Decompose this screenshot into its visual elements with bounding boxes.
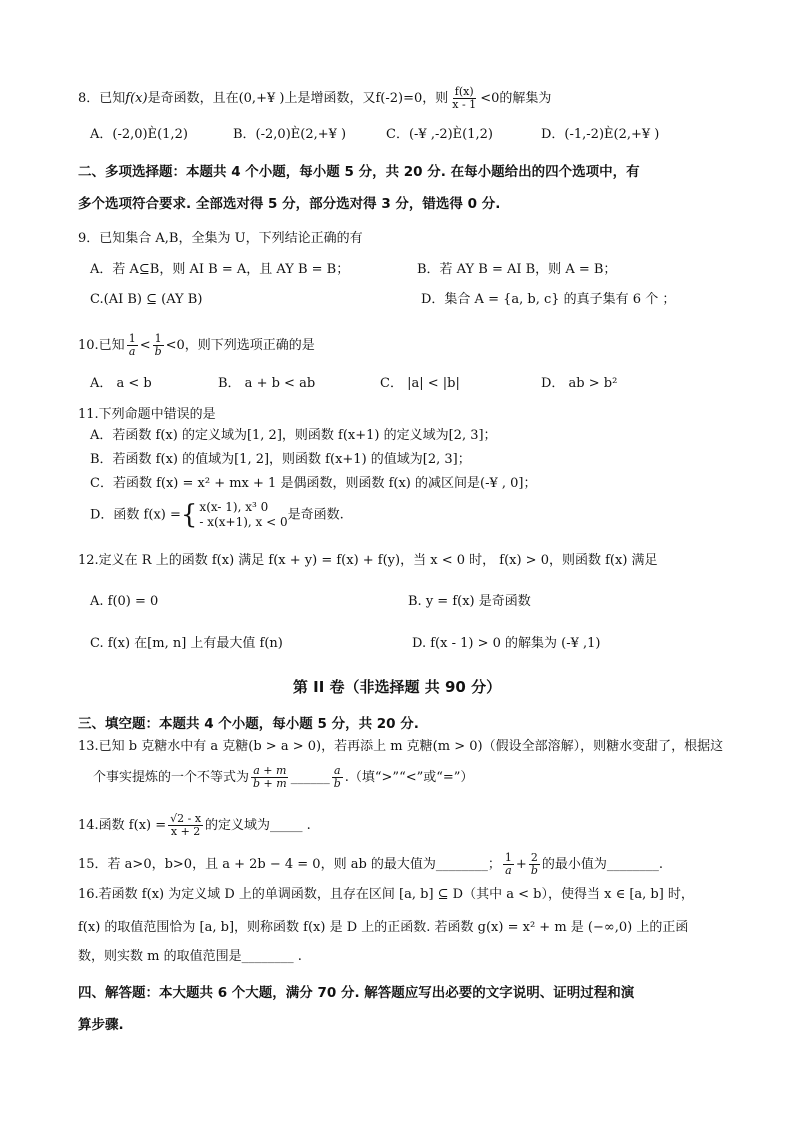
- q13-frac2-num: a: [333, 764, 341, 777]
- q13-text: .（填“>”“<”或“=”）: [344, 770, 474, 785]
- q11-d-text: 是奇函数.: [287, 507, 344, 523]
- section-3-heading: 三、填空题：本题共 4 个小题，每小题 5 分，共 20 分.: [78, 716, 419, 732]
- section-4-heading: 四、解答题：本大题共 6 个大题，满分 70 分. 解答题应写出必要的文字说明、证明过程和演: [78, 985, 635, 1001]
- q9-option-c: C.(AI B) ⊆ (AY B): [90, 292, 203, 307]
- q15-text: 的最小值为________.: [541, 857, 663, 872]
- q10-fraction-1: [127, 333, 138, 358]
- q10-frac1-num: 1: [128, 332, 136, 345]
- q11-option-c: C．若函数 f(x) = x² + mx + 1 是偶函数，则函数 f(x) 的减区间是(-¥ , 0]；: [90, 476, 537, 491]
- q11-piece-bottom: - x(x+1), x < 0: [199, 515, 288, 529]
- q15-frac1-den: a: [505, 864, 512, 877]
- question-15: [78, 852, 663, 877]
- question-16-line-1: 16.若函数 f(x) 为定义域 D 上的单调函数，且存在区间 [a, b] ⊆ D（其中 a < b），使得当 x ∈ [a, b] 时，: [78, 887, 694, 902]
- part-2-title: 第 II 卷（非选择题 共 90 分）: [292, 678, 502, 696]
- q14-text: 的定义域为_____ .: [205, 818, 311, 833]
- q15-text: +: [515, 857, 527, 872]
- q8-text: 上是增函数，又: [284, 91, 376, 106]
- q15-text: 15．若 a>0，b>0，且 a + 2b − 4 = 0，则 ab 的最大值为________；: [78, 857, 501, 872]
- q10-frac2-den: b: [154, 345, 162, 358]
- q8-frac-num: f(x): [454, 85, 474, 98]
- q10-option-d: D． ab > b²: [541, 376, 618, 391]
- q8-fx: f(x): [125, 91, 148, 106]
- q13-frac1-den: b + m: [253, 777, 287, 790]
- q14-text: 14.函数 f(x) =: [78, 818, 167, 833]
- q10-frac1-den: a: [128, 345, 136, 358]
- q13-frac1-num: a + m: [253, 764, 287, 777]
- question-8-stem: [78, 86, 551, 111]
- question-12-stem: 12.定义在 R 上的函数 f(x) 满足 f(x + y) = f(x) + f(y)，当 x < 0 时， f(x) > 0，则函数 f(x) 满足: [78, 553, 658, 568]
- question-10-stem: [78, 333, 315, 358]
- q10-fraction-2: [153, 333, 164, 358]
- q14-frac-den: x + 2: [170, 825, 201, 838]
- q8-option-d: D．(-1,-2)È(2,+¥ ): [541, 127, 660, 142]
- q10-frac2-num: 1: [154, 332, 162, 345]
- q13-text: 个事实提炼的一个不等式为: [93, 770, 250, 785]
- q12-option-d: D. f(x - 1) > 0 的解集为 (-¥ ,1): [412, 636, 601, 651]
- q11-option-d: [90, 500, 344, 531]
- q8-option-a: A．(-2,0)È(1,2): [90, 127, 188, 142]
- q9-option-a: A．若 A⊆B，则 AI B = A，且 AY B = B；: [90, 262, 350, 277]
- q10-text: <: [139, 338, 151, 353]
- q15-frac2-num: 2: [530, 851, 538, 864]
- q9-option-d: D．集合 A = {a, b, c} 的真子集有 6 个 ；: [421, 292, 676, 307]
- section-2-heading-cont: 多个选项符合要求. 全部选对得 5 分，部分选对得 3 分，错选得 0 分.: [78, 196, 501, 212]
- question-16-line-3: 数，则实数 m 的取值范围是________ .: [78, 949, 302, 964]
- q11-option-b: B．若函数 f(x) 的值域为[1, 2]，则函数 f(x+1) 的值域为[2, 3]；: [90, 452, 471, 467]
- section-2-heading: 二、多项选择题：本题共 4 个小题，每小题 5 分，共 20 分. 在每小题给出的四个选项中，有: [78, 164, 640, 180]
- q10-option-c: C． |a| < |b|: [380, 376, 460, 391]
- q11-piecewise: [199, 500, 287, 530]
- q8-f-value: f(-2)=0: [375, 91, 423, 106]
- question-13-answer-line: [93, 765, 473, 790]
- q10-option-a: A． a < b: [90, 376, 152, 391]
- q15-fraction-2: [529, 852, 540, 877]
- question-9-stem: 9．已知集合 A,B，全集为 U，下列结论正确的有: [78, 231, 363, 246]
- q12-option-a: A. f(0) = 0: [90, 594, 159, 609]
- q8-option-c: C．(-¥ ,-2)È(1,2): [386, 127, 493, 142]
- q10-text: <0，则下列选项正确的是: [165, 338, 315, 353]
- q15-fraction-1: [503, 852, 514, 877]
- q9-option-b: B．若 AY B = AI B，则 A = B；: [417, 262, 617, 277]
- q10-text: 10.已知: [78, 338, 125, 353]
- q11-d-text: D．函数 f(x) =: [90, 507, 181, 523]
- q12-option-c: C. f(x) 在[m, n] 上有最大值 f(n): [90, 636, 283, 651]
- q14-fraction: [168, 813, 203, 838]
- q13-blank: ______: [290, 770, 330, 785]
- question-14: [78, 813, 311, 838]
- q13-frac2-den: b: [333, 777, 341, 790]
- q12-option-b: B. y = f(x) 是奇函数: [408, 594, 531, 609]
- question-13-stem: 13.已知 b 克糖水中有 a 克糖(b > a > 0)，若再添上 m 克糖(m > 0)（假设全部溶解），则糖水变甜了，根据这: [78, 739, 724, 754]
- question-16-line-2: f(x) 的取值范围恰为 [a, b]，则称函数 f(x) 是 D 上的正函数. 若函数 g(x) = x² + m 是 (−∞,0) 上的正函: [78, 920, 689, 935]
- q8-option-b: B．(-2,0)È(2,+¥ ): [233, 127, 347, 142]
- q13-fraction-2: [332, 765, 343, 790]
- q8-fraction: [450, 86, 478, 111]
- q10-option-b: B． a + b < ab: [218, 376, 316, 391]
- q15-frac1-num: 1: [504, 851, 512, 864]
- q11-option-a: A．若函数 f(x) 的定义域为[1, 2]，则函数 f(x+1) 的定义域为[2, 3]；: [90, 428, 497, 443]
- question-11-stem: 11.下列命题中错误的是: [78, 407, 216, 422]
- q8-text: 8．已知: [78, 91, 126, 106]
- q15-frac2-den: b: [530, 864, 538, 877]
- q8-text: <0的解集为: [480, 91, 552, 106]
- q8-text: ，则: [422, 91, 449, 106]
- q14-frac-num: √2 - x: [170, 812, 202, 825]
- q11-d-brace: {: [180, 500, 198, 530]
- q8-interval: (0,+¥ ): [238, 91, 285, 106]
- q11-piece-top: x(x- 1), x³ 0: [199, 500, 269, 514]
- section-4-heading-cont: 算步骤.: [78, 1017, 124, 1033]
- q8-frac-den: x - 1: [452, 98, 477, 111]
- q13-fraction-1: [251, 765, 289, 790]
- q8-text: 是奇函数，且在: [147, 91, 239, 106]
